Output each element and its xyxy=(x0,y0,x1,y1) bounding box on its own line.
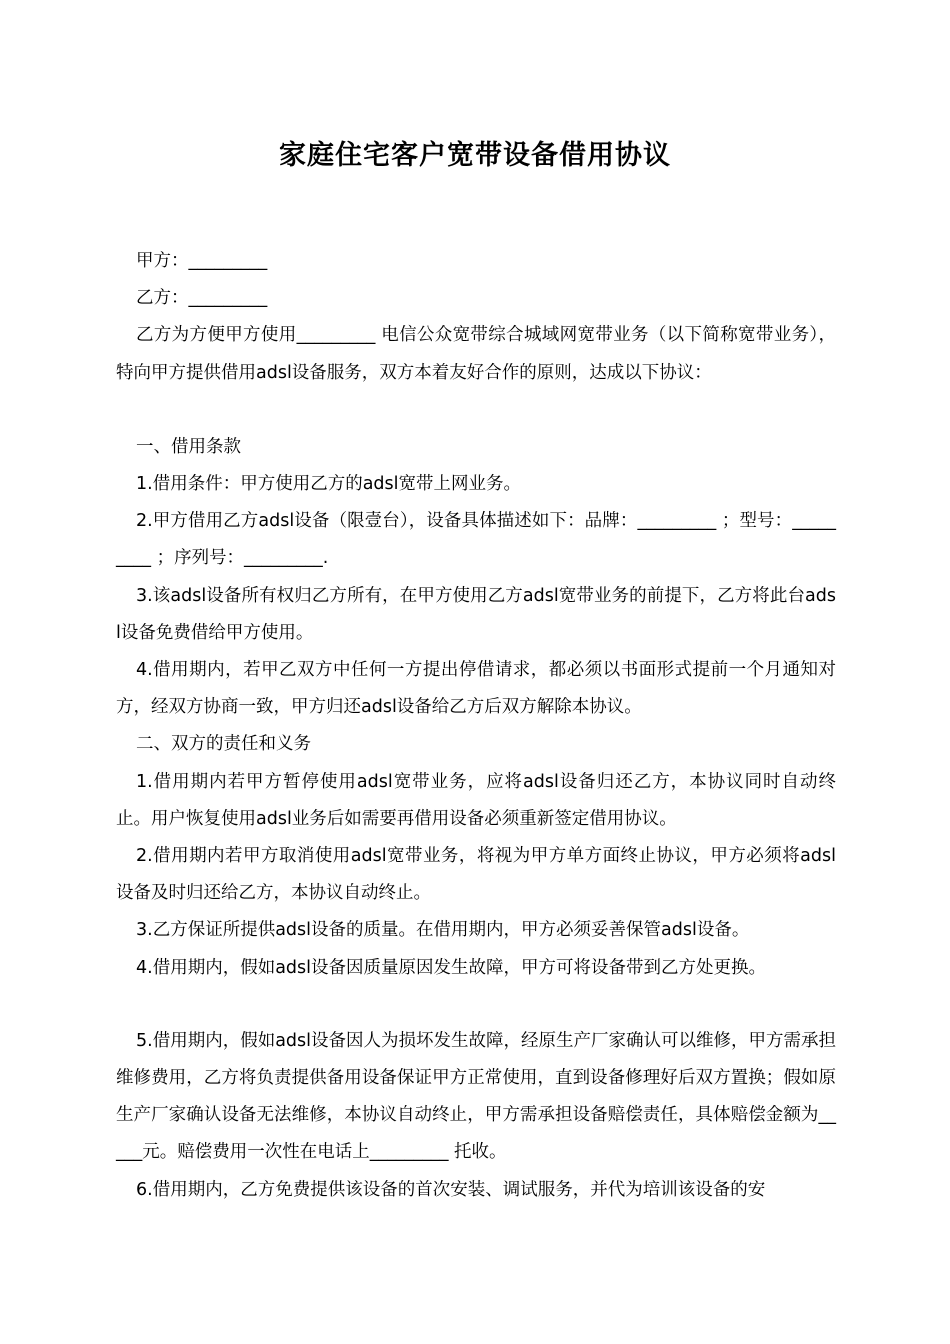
clause-2-1: 1.借用期内若甲方暂停使用adsl宽带业务，应将adsl设备归还乙方，本协议同时自动终止。用户恢复使用adsl业务后如需要再借用设备必须重新签定借用协议。 xyxy=(116,771,836,829)
party-a-line: 甲方：_________ xyxy=(136,251,268,271)
clause-1-1: 1.借用条件：甲方使用乙方的adsl宽带上网业务。 xyxy=(136,474,522,495)
clause-2-3: 3.乙方保证所提供adsl设备的质量。在借用期内，甲方必须妥善保管adsl设备。 xyxy=(136,920,750,941)
clause-1-3: 3.该adsl设备所有权归乙方所有，在甲方使用乙方adsl宽带业务的前提下，乙方将此台adsl设备免费借给甲方使用。 xyxy=(116,585,836,643)
clause-2-2: 2.借用期内若甲方取消使用adsl宽带业务，将视为甲方单方面终止协议，甲方必须将adsl设备及时归还给乙方，本协议自动终止。 xyxy=(116,846,836,904)
section-heading-borrowing-terms: 一、借用条款 xyxy=(136,436,241,457)
clause-1-4: 4.借用期内，若甲乙双方中任何一方提出停借请求，都必须以书面形式提前一个月通知对方，经双方协商一致，甲方归还adsl设备给乙方后双方解除本协议。 xyxy=(116,660,836,718)
document-title: 家庭住宅客户宽带设备借用协议 xyxy=(279,140,671,171)
clause-2-6: 6.借用期内，乙方免费提供该设备的首次安装、调试服务，并代为培训该设备的安 xyxy=(136,1179,766,1200)
party-b-line: 乙方：_________ xyxy=(136,288,268,309)
preamble-paragraph: 乙方为方便甲方使用_________ 电信公众宽带综合城域网宽带业务（以下简称宽带业务），特向甲方提供借用adsl设备服务，双方本着友好合作的原则，达成以下协议： xyxy=(116,325,836,383)
clause-2-4: 4.借用期内，假如adsl设备因质量原因发生故障，甲方可将设备带到乙方处更换。 xyxy=(136,957,767,978)
clause-1-2: 2.甲方借用乙方adsl设备（限壹台），设备具体描述如下：品牌：_________ ；型号：_________ ；序列号：_________. xyxy=(116,511,836,569)
section-heading-responsibilities: 二、双方的责任和义务 xyxy=(136,734,311,755)
clause-2-5: 5.借用期内，假如adsl设备因人为损坏发生故障，经原生产厂家确认可以维修，甲方需承担维修费用，乙方将负责提供备用设备保证甲方正常使用，直到设备修理好后双方置换；假如原生产厂家确认设备无法维修，本协议自动终止，甲方需承担设备赔偿责任，具体赔偿金额为_____元。赔偿费用一次性在电话上_________ 托收。 xyxy=(116,1030,837,1163)
document-body xyxy=(116,243,836,1209)
